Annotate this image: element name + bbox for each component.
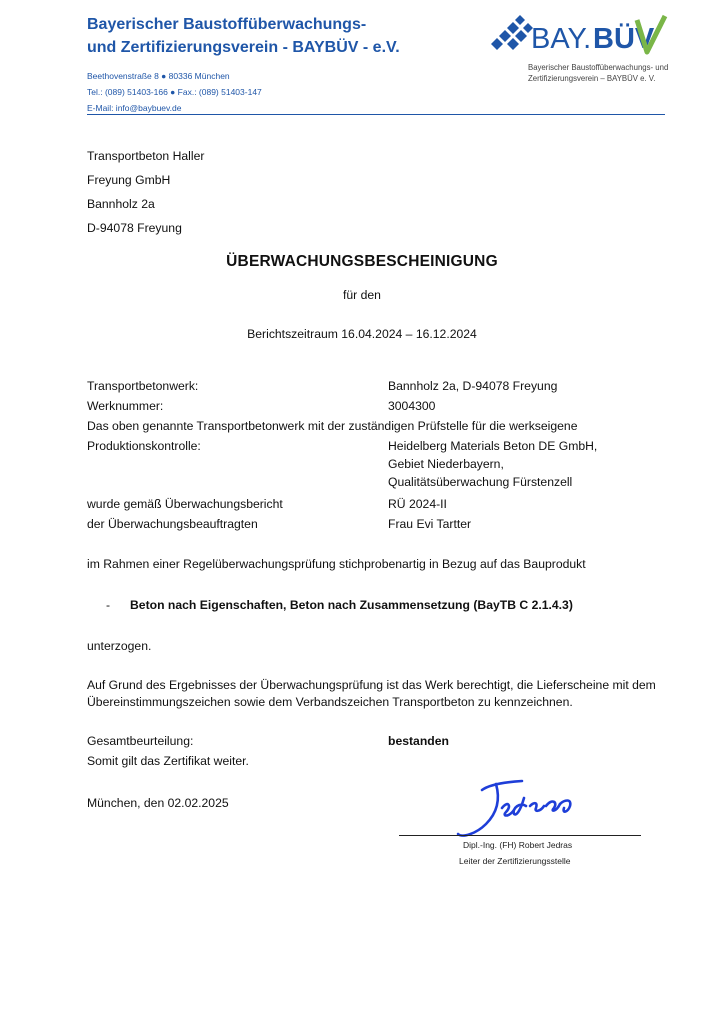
header-divider	[87, 114, 665, 115]
agent-label: der Überwachungsbeauftragten	[87, 517, 258, 531]
logo-subtitle	[528, 63, 668, 84]
recipient-street: Bannholz 2a	[87, 197, 155, 211]
scope-text: im Rahmen einer Regelüberwachungsprüfung stichprobenartig in Bezug auf das Bauprodukt	[87, 557, 586, 571]
baybuev-logo	[489, 14, 669, 58]
production-control-value-2: Gebiet Niederbayern,	[388, 457, 504, 471]
plant-number-label: Werknummer:	[87, 399, 164, 413]
subjected-text: unterzogen.	[87, 639, 152, 653]
report-value: RÜ 2024-II	[388, 497, 447, 511]
signatory-role: Leiter der Zertifizierungsstelle	[459, 856, 571, 866]
organization-name-line2: und Zertifizierungsverein - BAYBÜV - e.V.	[87, 39, 400, 56]
document-title: ÜBERWACHUNGSBESCHEINIGUNG	[226, 253, 498, 270]
production-control-value-1: Heidelberg Materials Beton DE GmbH,	[388, 439, 598, 453]
organization-email[interactable]: E-Mail: info@baybuev.de	[87, 103, 182, 113]
production-control-label: Produktionskontrolle:	[87, 439, 201, 453]
recipient-name-2: Freyung GmbH	[87, 173, 171, 187]
logo-subtitle-line2: Zertifizierungsverein – BAYBÜV e. V.	[528, 73, 656, 83]
recipient-city: D-94078 Freyung	[87, 221, 182, 235]
result-line-2: Übereinstimmungszeichen sowie dem Verbandszeichen Transportbeton zu kennzeichnen.	[87, 695, 573, 709]
production-control-value-3: Qualitätsüberwachung Fürstenzell	[388, 475, 573, 489]
recipient-name: Transportbeton Haller	[87, 149, 205, 163]
assessment-value: bestanden	[388, 734, 449, 748]
organization-phone: Tel.: (089) 51403-166 ● Fax.: (089) 51403-147	[87, 87, 262, 97]
report-label: wurde gemäß Überwachungsbericht	[87, 497, 283, 511]
document-subtitle: für den	[343, 288, 381, 302]
bullet-dash: -	[106, 598, 111, 612]
bavarian-diamond-icon	[491, 15, 533, 50]
handwritten-signature	[450, 772, 580, 842]
organization-name	[87, 13, 400, 59]
agent-value: Frau Evi Tartter	[388, 517, 472, 531]
plant-sentence: Das oben genannte Transportbetonwerk mit der zuständigen Prüfstelle für die werkseigene	[87, 419, 578, 433]
organization-name-line1: Bayerischer Baustoffüberwachungs-	[87, 16, 367, 33]
signatory-name: Dipl.-Ing. (FH) Robert Jedras	[463, 840, 573, 850]
place-date: München, den 02.02.2025	[87, 796, 229, 810]
organization-address: Beethovenstraße 8 ● 80336 München	[87, 71, 230, 81]
signature-line	[399, 835, 641, 836]
result-line-1: Auf Grund des Ergebnisses der Überwachungsprüfung ist das Werk berechtigt, die Lieferscheine mit dem	[87, 678, 656, 692]
logo-text-buev: BÜV	[593, 23, 655, 55]
logo-text-bay: BAY.	[531, 23, 592, 55]
report-period: Berichtszeitraum 16.04.2024 – 16.12.2024	[247, 327, 477, 341]
product-name: Beton nach Eigenschaften, Beton nach Zusammensetzung (BayTB C 2.1.4.3)	[130, 598, 573, 612]
plant-label: Transportbetonwerk:	[87, 379, 199, 393]
logo-subtitle-line1: Bayerischer Baustoffüberwachungs- und	[528, 63, 669, 72]
assessment-note: Somit gilt das Zertifikat weiter.	[87, 754, 249, 768]
assessment-label: Gesamtbeurteilung:	[87, 734, 194, 748]
plant-value: Bannholz 2a, D-94078 Freyung	[388, 379, 558, 393]
plant-number-value: 3004300	[388, 399, 436, 413]
